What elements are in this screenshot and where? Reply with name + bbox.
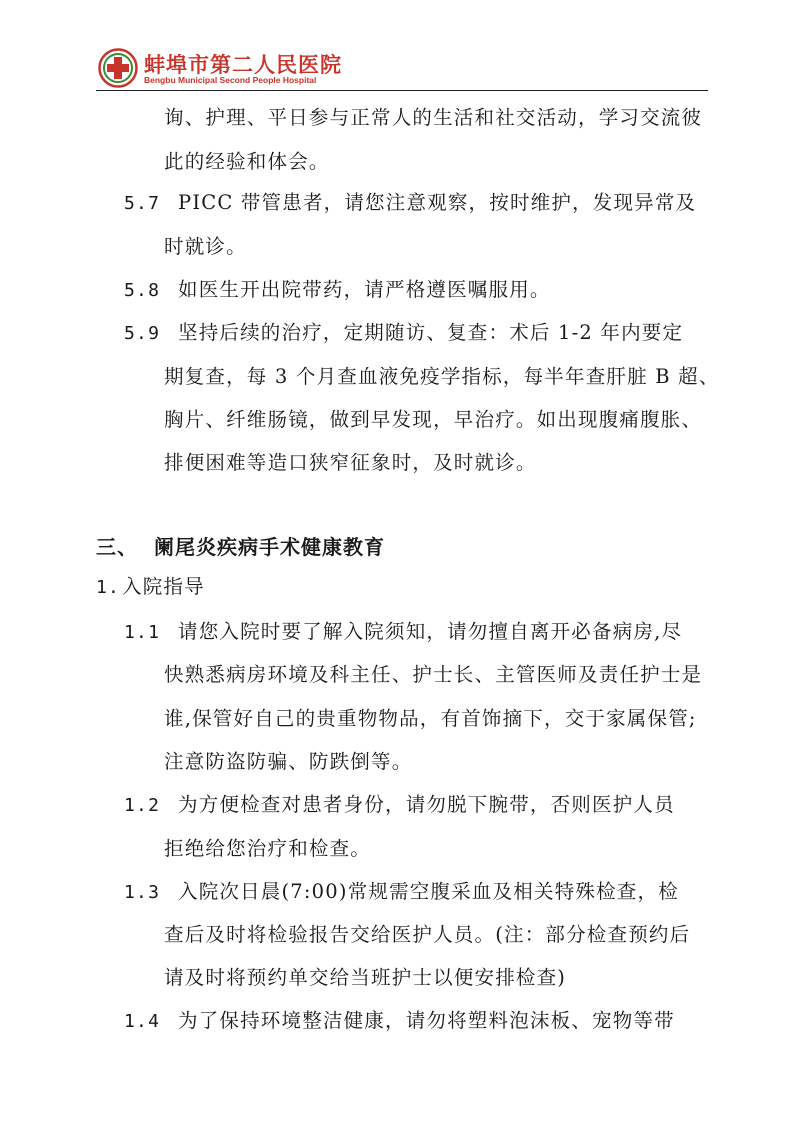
list-item-1-3	[124, 877, 679, 908]
list-item-1-2	[124, 790, 675, 821]
section-number: 三、	[96, 535, 138, 559]
subsection-title: 入院指导	[122, 575, 205, 598]
hospital-name-en: Bengbu Municipal Second People Hospital	[144, 75, 317, 85]
item-number: 1.1	[124, 622, 161, 643]
item-text: 坚持后续的治疗，定期随访、复查：术后 1-2 年内要定	[178, 321, 684, 344]
list-item-1-1	[124, 617, 682, 648]
subsection-number: 1.	[96, 577, 121, 598]
paragraph-line: 胸片、纤维肠镜，做到早发现，早治疗。如出现腹痛腹胀、	[164, 408, 703, 431]
paragraph-line: 期复查，每 3 个月查血液免疫学指标，每半年查肝脏 B 超、	[164, 365, 720, 388]
red-cross-hospital-logo-icon	[98, 48, 138, 88]
item-number: 5.7	[124, 193, 161, 214]
paragraph-line: 询、护理、平日参与正常人的生活和社交活动，学习交流彼	[164, 106, 703, 129]
list-item-5-9	[124, 318, 683, 349]
section-heading	[96, 531, 385, 560]
item-number: 1.3	[124, 882, 161, 903]
item-text: 如医生开出院带药，请严格遵医嘱服用。	[178, 278, 551, 301]
item-number: 1.4	[124, 1011, 161, 1032]
hospital-name-cn: 蚌埠市第二人民医院	[144, 52, 342, 77]
list-item-5-8	[124, 275, 551, 306]
paragraph-line: 注意防盗防骗、防跌倒等。	[164, 750, 413, 773]
section-title: 阑尾炎疾病手术健康教育	[154, 535, 385, 559]
paragraph-line: 查后及时将检验报告交给医护人员。(注：部分检查预约后	[164, 923, 691, 946]
subsection-heading	[96, 572, 205, 603]
paragraph-line: 请及时将预约单交给当班护士以便安排检查)	[164, 966, 567, 989]
item-number: 5.9	[124, 323, 161, 344]
paragraph-line: 谁,保管好自己的贵重物物品，有首饰摘下，交于家属保管;	[164, 707, 697, 730]
header-divider	[96, 90, 708, 91]
item-text: 入院次日晨(7:00)常规需空腹采血及相关特殊检查，检	[178, 880, 679, 903]
paragraph-line: 此的经验和体会。	[164, 150, 330, 173]
list-item-5-7	[124, 188, 696, 219]
paragraph-line: 拒绝给您治疗和检查。	[164, 837, 372, 860]
item-text: 为方便检查对患者身份，请勿脱下腕带，否则医护人员	[178, 793, 675, 816]
paragraph-line: 快熟悉病房环境及科主任、护士长、主管医师及责任护士是	[164, 663, 703, 686]
item-number: 1.2	[124, 795, 161, 816]
paragraph-line: 时就诊。	[164, 235, 247, 258]
item-text: 请您入院时要了解入院须知，请勿擅自离开必备病房,尽	[178, 620, 683, 643]
list-item-1-4	[124, 1006, 675, 1037]
item-number: 5.8	[124, 280, 161, 301]
item-text: PICC 带管患者，请您注意观察，按时维护，发现异常及	[178, 191, 697, 214]
item-text: 为了保持环境整洁健康，请勿将塑料泡沫板、宠物等带	[178, 1009, 675, 1032]
page-header	[96, 40, 708, 92]
paragraph-line: 排便困难等造口狭窄征象时，及时就诊。	[164, 451, 537, 474]
